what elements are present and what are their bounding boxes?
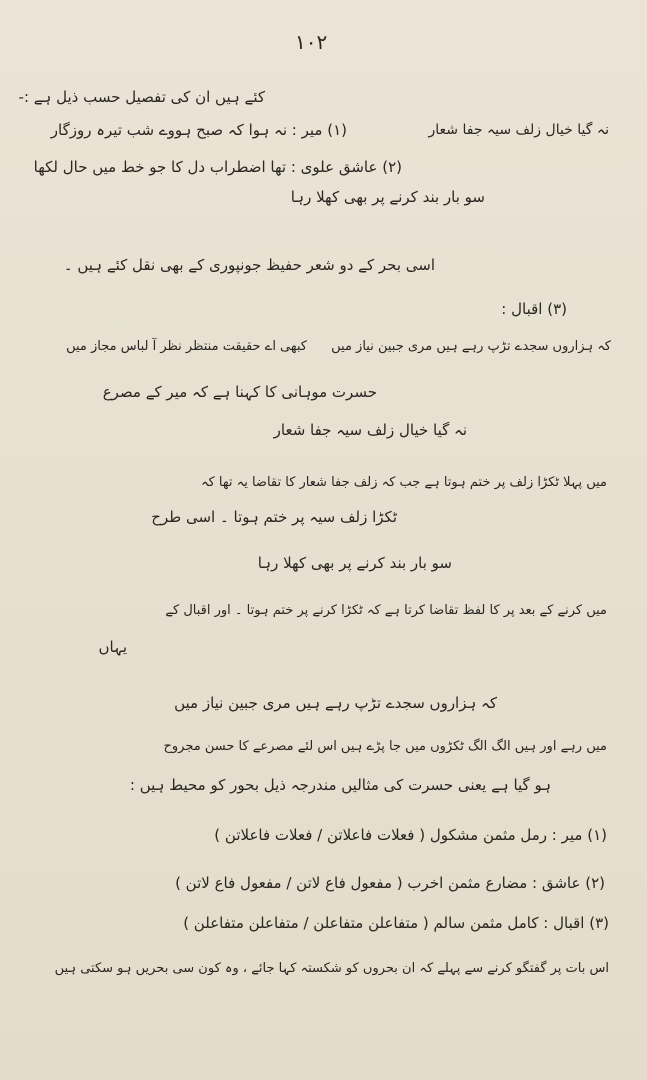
text-line-3: میں کرنے کے بعد پر کا لفظ تقاضا کرتا ہے کہ ٹکڑا کرنے پر ختم ہوتا ۔ اور اقبال کے <box>165 603 607 618</box>
verse-line-ashiq-1: (۲) عاشق علوی : تھا اضطراب دل کا جو خط میں حال لکھا <box>33 158 402 176</box>
text-line-4: یہاں <box>98 638 127 656</box>
text-line-7: اس بات پر گفتگو کرنے سے پہلے کہ ان بحروں کو شکستہ کہا جائے ، وہ کون سی بحریں ہو سکتی ہیں <box>54 961 609 976</box>
meter-line-iqbal: (۳) اقبال : کامل مثمن سالم ( متفاعلن متفاعلن / متفاعلن متفاعلن ) <box>183 914 609 932</box>
verse-quote-mir: نہ گیا خیال زلف سیہ جفا شعار <box>273 421 467 439</box>
verse-line-mir-1: (۱) میر : نہ ہوا کہ صبح ہووے شب تیرہ روزگار <box>50 121 347 139</box>
text-line-intro: کئے ہیں ان کی تفصیل حسب ذیل ہے :- <box>18 88 265 106</box>
page-number: ١٠٢ <box>295 30 328 54</box>
text-line-6: ہو گیا ہے یعنی حسرت کی مثالیں مندرجہ ذیل بحور کو محیط ہیں : <box>129 776 551 794</box>
verse-line-ashiq-2: سو بار بند کرنے پر بھی کھلا رہا <box>290 188 485 206</box>
verse-line-mir-2: نہ گیا خیال زلف سیہ جفا شعار <box>428 122 609 138</box>
verse-line-iqbal-2: کہ ہزاروں سجدے تڑپ رہے ہیں مری جبین نیاز میں <box>331 339 611 354</box>
heading-iqbal: (۳) اقبال : <box>501 300 567 318</box>
verse-line-iqbal-1: کبھی اے حقیقت منتظر نظر آ لباس مجاز میں <box>66 339 307 354</box>
meter-line-mir: (۱) میر : رمل مثمن مشکول ( فعلات فاعلاتن / فعلات فاعلاتن ) <box>214 826 607 844</box>
text-line-5: میں رہے اور ہیں الگ الگ ٹکڑوں میں جا پڑے ہیں اس لئے مصرعے کا حسن مجروح <box>163 739 607 754</box>
verse-quote-ashiq: سو بار بند کرنے پر بھی کھلا رہا <box>257 554 452 572</box>
text-line-1: میں پہلا ٹکڑا زلف پر ختم ہوتا ہے جب کہ زلف جفا شعار کا تقاضا یہ تھا کہ <box>200 475 607 490</box>
text-line-hasrat: حسرت موہانی کا کہنا ہے کہ میر کے مصرع <box>102 383 377 401</box>
text-line-2: ٹکڑا زلف سیہ پر ختم ہوتا ۔ اسی طرح <box>151 508 397 526</box>
verse-quote-iqbal: کہ ہزاروں سجدے تڑپ رہے ہیں مری جبین نیاز میں <box>174 694 497 712</box>
text-line-hafeez: اسی بحر کے دو شعر حفیظ جونپوری کے بھی نقل کئے ہیں ۔ <box>63 256 435 274</box>
meter-line-ashiq: (۲) عاشق : مضارع مثمن اخرب ( مفعول فاع لاتن / مفعول فاع لاتن ) <box>175 874 605 892</box>
